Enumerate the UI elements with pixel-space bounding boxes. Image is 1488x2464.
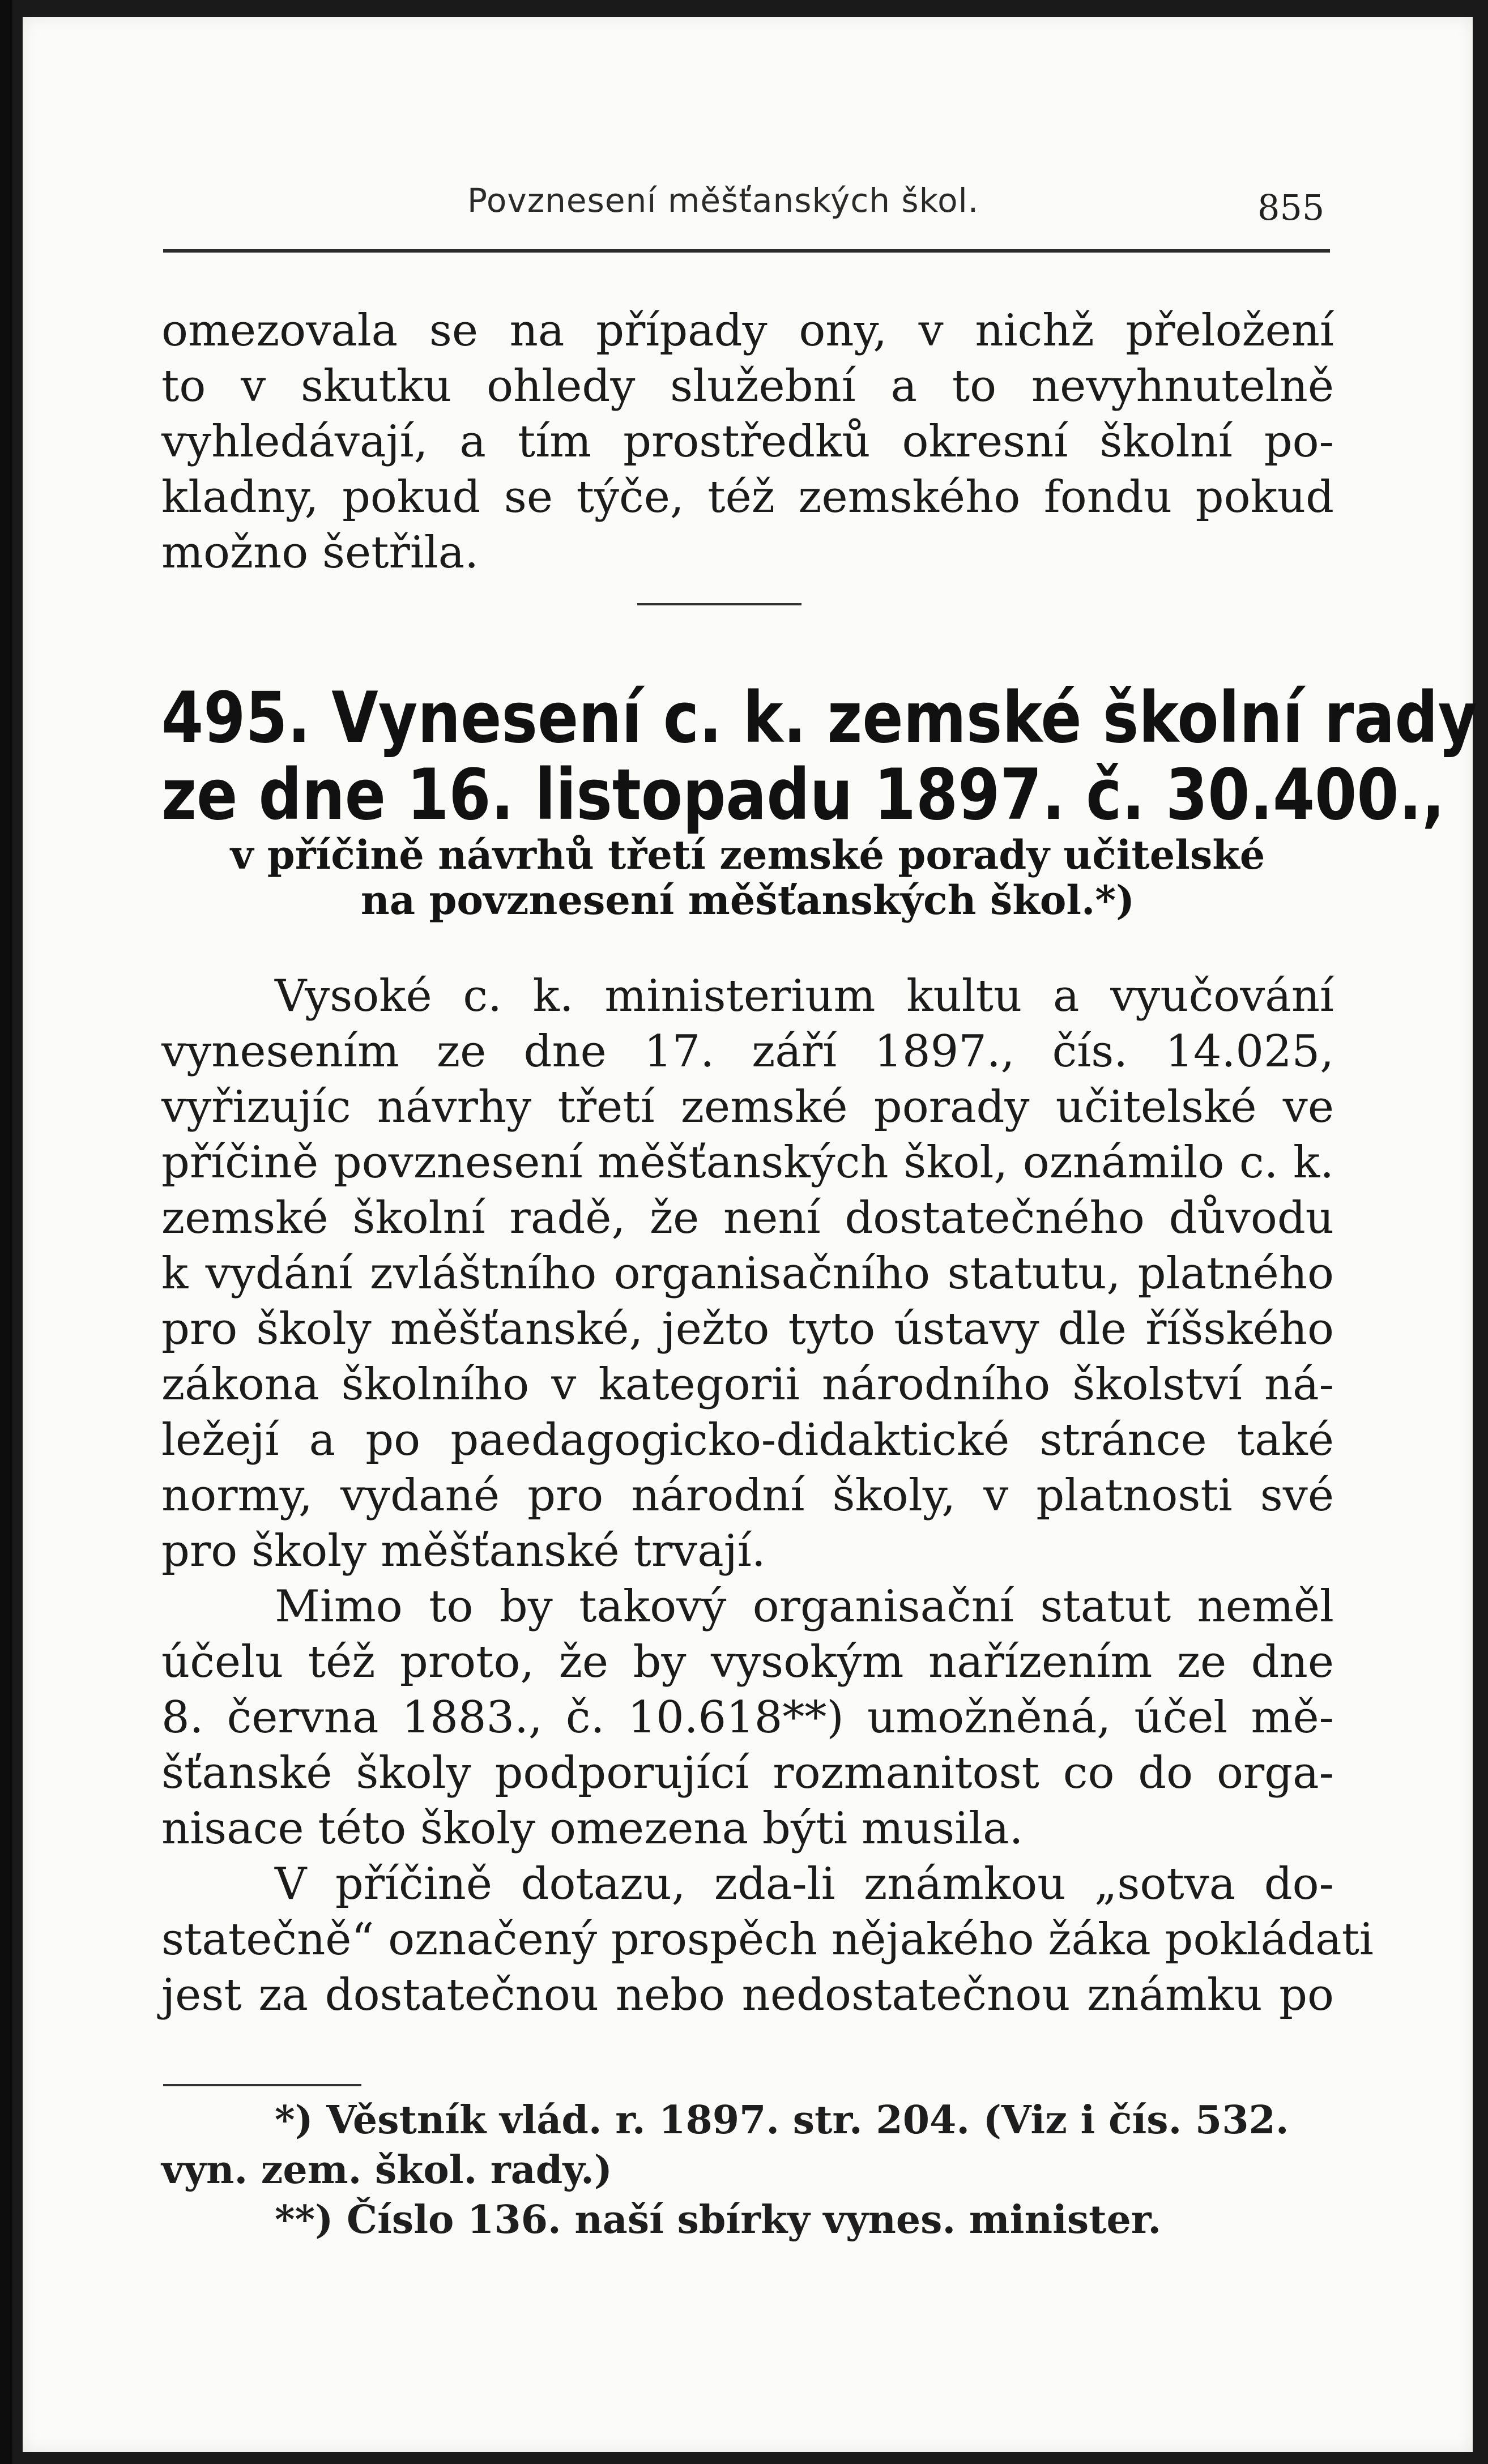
text-line: Vysoké c. k. ministerium kultu a vyučování xyxy=(275,971,1334,1022)
text-line: to v skutku ohledy služební a to nevyhnutelně xyxy=(161,361,1334,412)
text-line: Mimo to by takový organisační statut neměl xyxy=(275,1581,1334,1632)
text-line: pro školy měšťanské, ježto tyto ústavy dle říšského xyxy=(161,1304,1334,1355)
text-line: jest za dostatečnou nebo nedostatečnou známku po xyxy=(161,1970,1334,2021)
top-paragraph xyxy=(161,303,1334,580)
running-header-title: Povznesení měšťanských škol. xyxy=(467,181,979,220)
footnote-line: vyn. zem. škol. rady.) xyxy=(161,2147,612,2193)
text-line: ležejí a po paedagogicko-didaktické stránce také xyxy=(161,1415,1334,1466)
section-subheading xyxy=(161,832,1334,923)
paragraph-1 xyxy=(161,968,1334,1579)
text-line: vyřizujíc návrhy třetí zemské porady učitelské ve xyxy=(161,1082,1334,1133)
subheading-line: v příčině návrhů třetí zemské porady učitelské xyxy=(230,831,1265,878)
text-line: V příčině dotazu, zda-li známkou „sotva do- xyxy=(275,1859,1334,1910)
text-line: k vydání zvláštního organisačního statutu, platného xyxy=(161,1248,1334,1299)
paragraph-3 xyxy=(161,1856,1374,2023)
text-line: nisace této školy omezena býti musila. xyxy=(161,1803,1024,1854)
footnotes xyxy=(161,2095,1334,2245)
footnote-line: *) Věstník vlád. r. 1897. str. 204. (Viz i čís. 532. xyxy=(275,2098,1289,2143)
book-spine-edge xyxy=(0,0,12,2464)
text-line: zemské školní radě, že není dostatečného důvodu xyxy=(161,1193,1334,1244)
header-rule xyxy=(163,249,1330,253)
text-line: vyhledávají, a tím prostředků okresní školní po- xyxy=(161,416,1334,467)
heading-line: ze dne 16. listopadu 1897. č. 30.400., xyxy=(161,754,1445,836)
text-line: účelu též proto, že by vysokým nařízením ze dne xyxy=(161,1637,1334,1688)
book-page xyxy=(23,17,1478,2452)
page-number: 855 xyxy=(1257,187,1325,228)
text-line: statečně“ označený prospěch nějakého žáka pokládati xyxy=(161,1914,1374,1965)
section-separator xyxy=(637,603,801,605)
text-line: příčině povznesení měšťanských škol, oznámilo c. k. xyxy=(161,1137,1334,1188)
paragraph-2 xyxy=(161,1579,1334,1856)
text-line: pro školy měšťanské trvají. xyxy=(161,1526,766,1577)
text-line: zákona školního v kategorii národního školství ná- xyxy=(161,1359,1334,1410)
section-heading xyxy=(161,677,1478,836)
text-line: kladny, pokud se týče, též zemského fondu pokud xyxy=(161,472,1334,523)
heading-line: 495. Vynesení c. k. zemské školní rady xyxy=(161,677,1478,759)
text-line: omezovala se na případy ony, v nichž přeložení xyxy=(161,305,1334,356)
text-line: možno šetřila. xyxy=(161,527,479,578)
subheading-line: na povznesení měšťanských škol.*) xyxy=(360,877,1135,924)
footnote-line: **) Číslo 136. naší sbírky vynes. minister. xyxy=(275,2197,1162,2243)
text-line: normy, vydané pro národní školy, v platnosti své xyxy=(161,1470,1334,1521)
text-line: vynesením ze dne 17. září 1897., čís. 14.025, xyxy=(161,1026,1334,1077)
text-line: 8. června 1883., č. 10.618**) umožněná, účel mě- xyxy=(161,1692,1334,1743)
text-line: šťanské školy podporující rozmanitost co do orga- xyxy=(161,1748,1334,1799)
footnote-rule xyxy=(163,2084,361,2086)
